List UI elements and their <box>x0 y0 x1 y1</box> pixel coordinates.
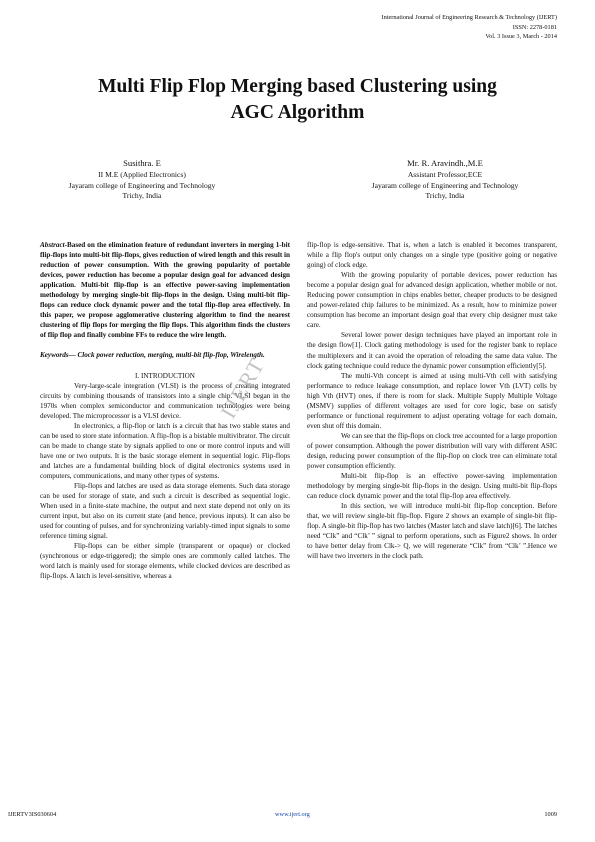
website-link[interactable]: www.ijert.org <box>275 811 310 818</box>
abstract-text: Based on the elimination feature of redundant inverters in merging 1-bit flip-flops into multi-bit flip-flops, gives reduction of wired length and this result in reduction of power consumption. With the growing popularity of portable devices, power reduction has become a popular design goal for advanced design application. Multi-bit flip-flop is an effective power-saving implementation methodology by merging single-bit flip-flops in the design. Using multi-bit flip-flops can reduce clock dynamic power and the total flip-flop area effectively. In this paper, we propose agglomerative clustering algorithm to find the nearest clustering of flip flops for merging the flip flops. This algorithm finds the clusters of flip flop and finally combine FFs to reduce the wire length. <box>40 241 290 340</box>
body-paragraph: In electronics, a flip-flop or latch is a circuit that has two stable states and can be used to store state information. A flip-flop is a bistable multivibrator. The circuit can be made to change state by signals applied to one or more control inputs and will have one or two outputs. It is the basic storage element in sequential logic. Flip-flops and latches are a fundamental building block of digital electronics systems used in computers, communications, and many other types of systems. <box>40 421 290 480</box>
author-affiliation: Jayaram college of Engineering and Technology <box>68 180 216 190</box>
body-paragraph: Very-large-scale integration (VLSI) is the process of creating integrated circuits by combining thousands of transistors into a single chip. VLSI began in the 1970s when complex semiconductor and communication technologies were being developed. The microprocessor is a VLSI device. <box>40 381 290 420</box>
paper-title <box>30 74 565 126</box>
author-degree: II M.E (Applied Electronics) <box>98 170 186 179</box>
abstract-label: Abstract- <box>40 241 67 249</box>
title-line-2: AGC Algorithm <box>230 102 365 123</box>
journal-name: International Journal of Engineering Research & Technology (IJERT) <box>381 14 557 21</box>
footer-paper-id: IJERTV3IS030604 <box>8 811 57 818</box>
abstract <box>40 240 290 340</box>
footer-website[interactable] <box>275 811 310 818</box>
body-paragraph: In this section, we will introduce multi-bit flip-flop conception. Before that, we will review single-bit flip-flop. Figure 2 shows an example of single-bit flip-flop. A single-bit flip-flop has two latches (Master latch and slave latch)[6]. The latches need “Clk” and “Clk’ ” signal to perform operations, such as Figure2 shows. In order to have better delay from Clk-> Q, we will regenerate “Clk” from “Clk’ ”.Hence we will have two inverters in the clock path. <box>307 502 557 561</box>
title-line-1: Multi Flip Flop Merging based Clustering using <box>98 76 497 97</box>
body-paragraph: flip-flop is edge-sensitive. That is, when a latch is enabled it becomes transparent, while a flip flop's output only changes on a single type (positive going or negative going) of clock edge. <box>307 241 557 270</box>
left-column <box>40 240 290 582</box>
body-paragraph: Flip-flops and latches are used as data storage elements. Such data storage can be used for storage of state, and such a circuit is described as sequential logic. When used in a finite-state machine, the output and next state depend not only on its current input, but also on its current state (and hence, previous inputs). It can also be used for counting of pulses, and for synchronizing variably-timed input signals to some reference timing signal. <box>40 482 290 541</box>
volume-issue: Vol. 3 Issue 3, March - 2014 <box>485 33 557 40</box>
author-name: Susithra. E <box>123 158 161 168</box>
watermark: IJERT <box>215 352 270 423</box>
body-paragraph: Flip-flops can be either simple (transparent or opaque) or clocked (synchronous or edge-triggered); the simple ones are commonly called latches. The word latch is mainly used for storage elements, while clocked devices are described as flip-flops. A latch is level-sensitive, whereas a <box>40 542 290 581</box>
keywords: Keywords— Clock power reduction, merging, multi-bit flip-flop, Wirelength. <box>40 351 265 360</box>
author-location: Trichy, India <box>122 191 162 201</box>
issn: ISSN: 2278-0181 <box>512 23 557 31</box>
right-column <box>307 240 557 562</box>
body-paragraph: We can see that the flip-flops on clock tree accounted for a large proportion of power consumption. Although the power distribution will vary with different ASIC design, reducing power consumption of the flip-flop on clock tree can eliminate total power consumption efficiently. <box>307 431 557 471</box>
section-heading-introduction: I. INTRODUCTION <box>135 371 195 380</box>
author-affiliation: Jayaram college of Engineering and Technology <box>371 180 519 190</box>
footer-page-number: 1009 <box>544 811 557 818</box>
body-paragraph: Several lower power design techniques have played an important role in the design flow[1]. Clock gating methodology is used for the register bank to replace the multiplexers and it can avoid the operation of reloading the same data value. The clock gating technique could reduce the dynamic power consumption efficiently[5]. <box>307 331 557 370</box>
author-block-2 <box>330 157 560 202</box>
body-paragraph: With the growing popularity of portable devices, power reduction has become a popular design goal for advanced design application, whether mobile or not. Reducing power consumption in chips enables better, cheaper products to be designed and power-related chip failures to be minimized. As a result, how to minimize power consumption has become an important design goal that every chip designer must take care. <box>307 271 557 330</box>
author-block-1 <box>32 157 252 202</box>
author-position: Assistant Professor,ECE <box>407 170 483 179</box>
body-paragraph: The multi-Vth concept is aimed at using multi-Vth cell with satisfying performance to reduce leakage consumption, and replace lower Vth (LVT) cells by high Vth (HVT) ones, if there is room for slack. Multiple Supply Multiple Voltage (MSMV) supplies of different voltages are used for core logic, base on satisfy performance or functional requirement to adjust operating voltage for each domain, even shut off this domain. <box>307 371 557 430</box>
journal-header <box>382 13 558 42</box>
author-location: Trichy, India <box>425 191 465 201</box>
body-paragraph: Multi-bit flip-flop is an effective power-saving implementation methodology by merging single-bit flip-flops in the design. Using multi-bit flip-flops can reduce clock dynamic power and the total flip-flop area effectively. <box>307 472 557 501</box>
author-name: Mr. R. Aravindh.,M.E <box>407 158 483 168</box>
